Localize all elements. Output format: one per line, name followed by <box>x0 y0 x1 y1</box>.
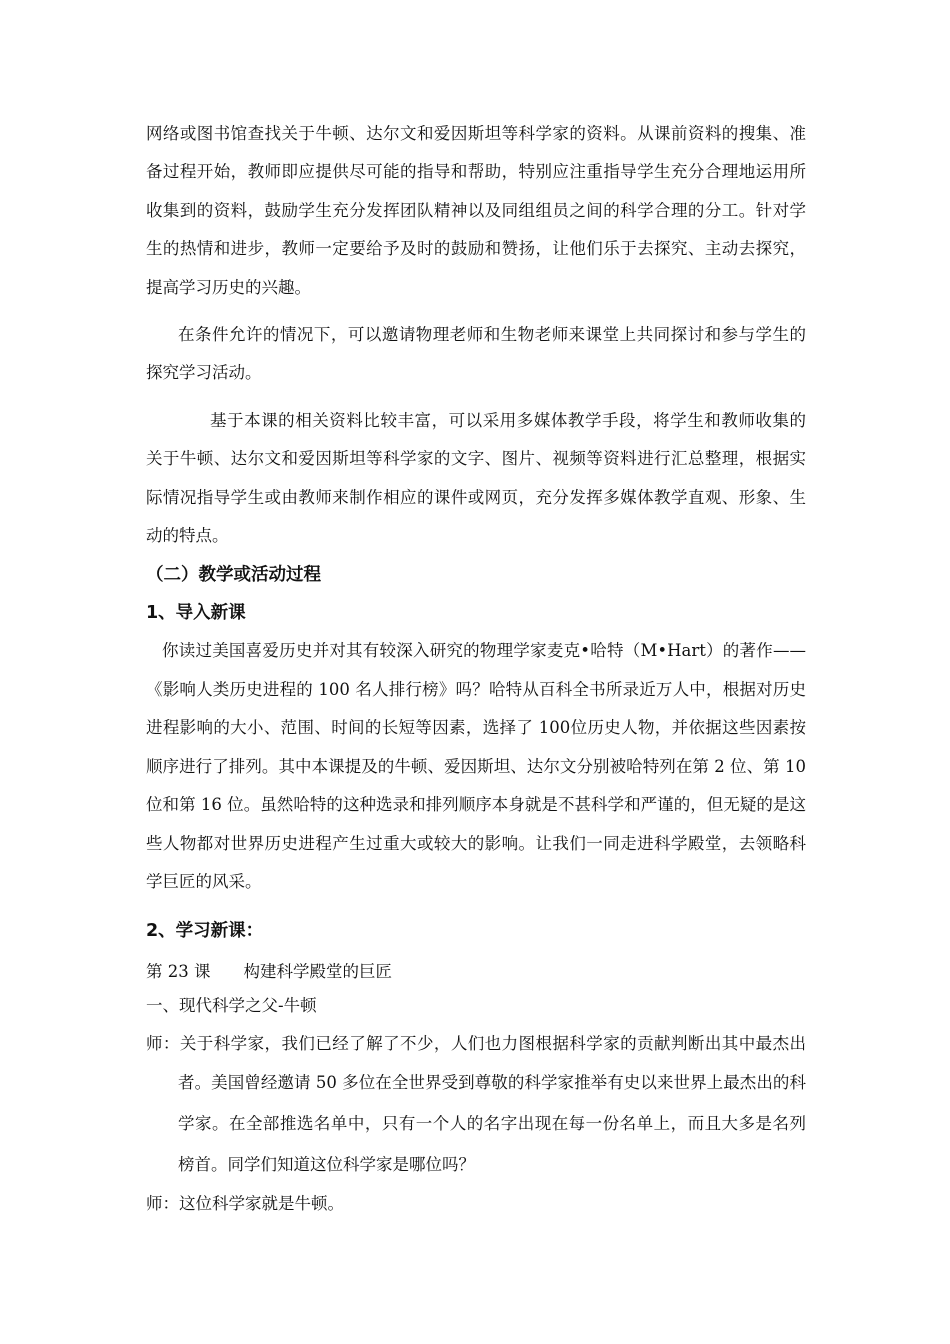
paragraph-line: 收集到的资料，鼓励学生充分发挥团队精神以及同组组员之间的科学合理的分工。针对学 <box>146 201 806 220</box>
paragraph-line: 关于牛顿、达尔文和爱因斯坦等科学家的文字、图片、视频等资料进行汇总整理，根据实 <box>146 449 806 468</box>
paragraph-line: 探究学习活动。 <box>146 363 262 382</box>
lesson-title: 第 23 课 构建科学殿堂的巨匠 <box>146 962 392 981</box>
paragraph-line: 网络或图书馆查找关于牛顿、达尔文和爱因斯坦等科学家的资料。从课前资料的搜集、准 <box>146 124 806 143</box>
paragraph-line: 基于本课的相关资料比较丰富，可以采用多媒体教学手段，将学生和教师收集的 <box>210 411 806 430</box>
section-heading: 2、学习新课： <box>146 921 264 941</box>
paragraph-line: 备过程开始，教师即应提供尽可能的指导和帮助，特别应注重指导学生充分合理地运用所 <box>146 162 806 181</box>
section-heading: 1、导入新课 <box>146 603 246 623</box>
dialogue-line: 学家。在全部推选名单中，只有一个人的名字出现在每一份名单上，而且大多是名列 <box>178 1114 806 1133</box>
dialogue-line: 者。美国曾经邀请 50 多位在全世界受到尊敬的科学家推举有史以来世界上最杰出的科 <box>178 1073 806 1092</box>
paragraph-line: 进程影响的大小、范围、时间的长短等因素，选择了 100位历史人物，并依据这些因素按 <box>146 718 806 737</box>
section-heading: （二）教学或活动过程 <box>146 565 321 585</box>
paragraph-line: 你读过美国喜爱历史并对其有较深入研究的物理学家麦克•哈特（M•Hart）的著作—— <box>162 641 806 660</box>
paragraph-line: 提高学习历史的兴趣。 <box>146 278 311 297</box>
paragraph-line: 些人物都对世界历史进程产生过重大或较大的影响。让我们一同走进科学殿堂，去领略科 <box>146 834 806 853</box>
section-title: 一、现代科学之父-牛顿 <box>146 996 317 1015</box>
dialogue-line: 师：关于科学家，我们已经了解了不少，人们也力图根据科学家的贡献判断出其中最杰出 <box>146 1034 806 1053</box>
paragraph-line: 生的热情和进步，教师一定要给予及时的鼓励和赞扬，让他们乐于去探究、主动去探究， <box>146 239 806 258</box>
paragraph-line: 《影响人类历史进程的 100 名人排行榜》吗？哈特从百科全书所录近万人中，根据对历史 <box>146 680 806 699</box>
dialogue-line: 榜首。同学们知道这位科学家是哪位吗？ <box>178 1155 475 1174</box>
dialogue-line: 师：这位科学家就是牛顿。 <box>146 1194 344 1213</box>
paragraph-line: 际情况指导学生或由教师来制作相应的课件或网页，充分发挥多媒体教学直观、形象、生 <box>146 488 806 507</box>
paragraph-line: 位和第 16 位。虽然哈特的这种选录和排列顺序本身就是不甚科学和严谨的，但无疑的是这 <box>146 795 806 814</box>
paragraph-line: 顺序进行了排列。其中本课提及的牛顿、爱因斯坦、达尔文分别被哈特列在第 2 位、第 10 <box>146 757 806 776</box>
paragraph-line: 学巨匠的风采。 <box>146 872 262 891</box>
paragraph-line: 动的特点。 <box>146 526 229 545</box>
paragraph-line: 在条件允许的情况下，可以邀请物理老师和生物老师来课堂上共同探讨和参与学生的 <box>178 325 806 344</box>
